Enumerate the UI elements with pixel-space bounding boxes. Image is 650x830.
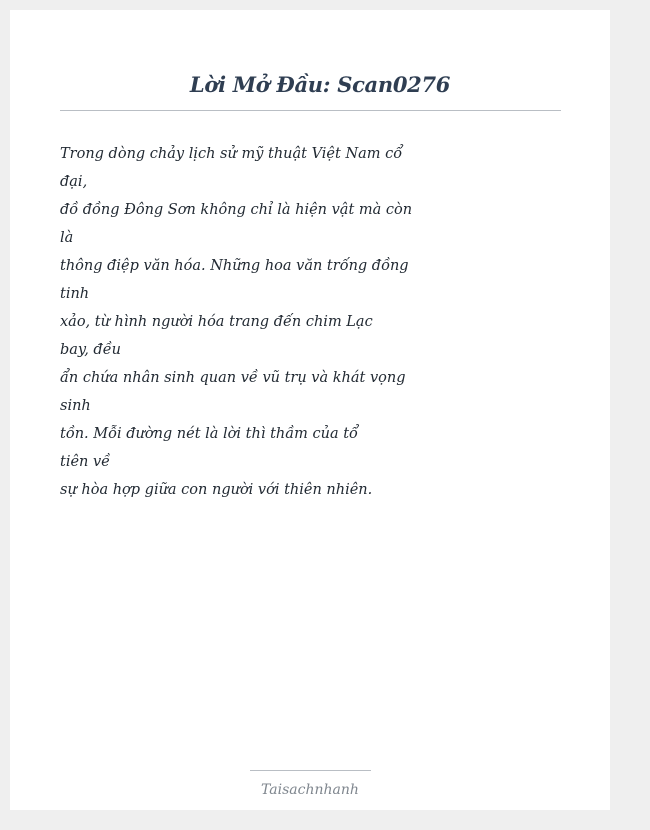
body-line: thông điệp văn hóa. Những hoa văn trống đồng [60, 258, 409, 274]
title-divider [60, 110, 561, 111]
footer-divider [250, 770, 371, 771]
body-line: xảo, từ hình người hóa trang đến chim Lạc [60, 314, 373, 330]
page-title: Lời Mở Đầu: Scan0276 [189, 72, 451, 97]
body-line: ẩn chứa nhân sinh quan về vũ trụ và khát vọng [60, 370, 406, 386]
body-line: tiên về [60, 454, 111, 470]
body-line: đại, [60, 174, 88, 190]
body-line: tinh [60, 286, 90, 302]
body-line: là [60, 230, 74, 246]
document-page [10, 10, 610, 810]
body-line: đồ đồng Đông Sơn không chỉ là hiện vật mà còn [60, 202, 413, 218]
body-line: bay, đều [60, 342, 121, 358]
body-line: sinh [60, 398, 91, 414]
body-paragraph [60, 140, 413, 504]
body-line: tồn. Mỗi đường nét là lời thì thầm của tổ [60, 426, 358, 442]
body-line: Trong dòng chảy lịch sử mỹ thuật Việt Nam cổ [60, 146, 403, 162]
footer-text: Taisachnhanh [261, 782, 359, 798]
body-line: sự hòa hợp giữa con người với thiên nhiên. [60, 482, 373, 498]
